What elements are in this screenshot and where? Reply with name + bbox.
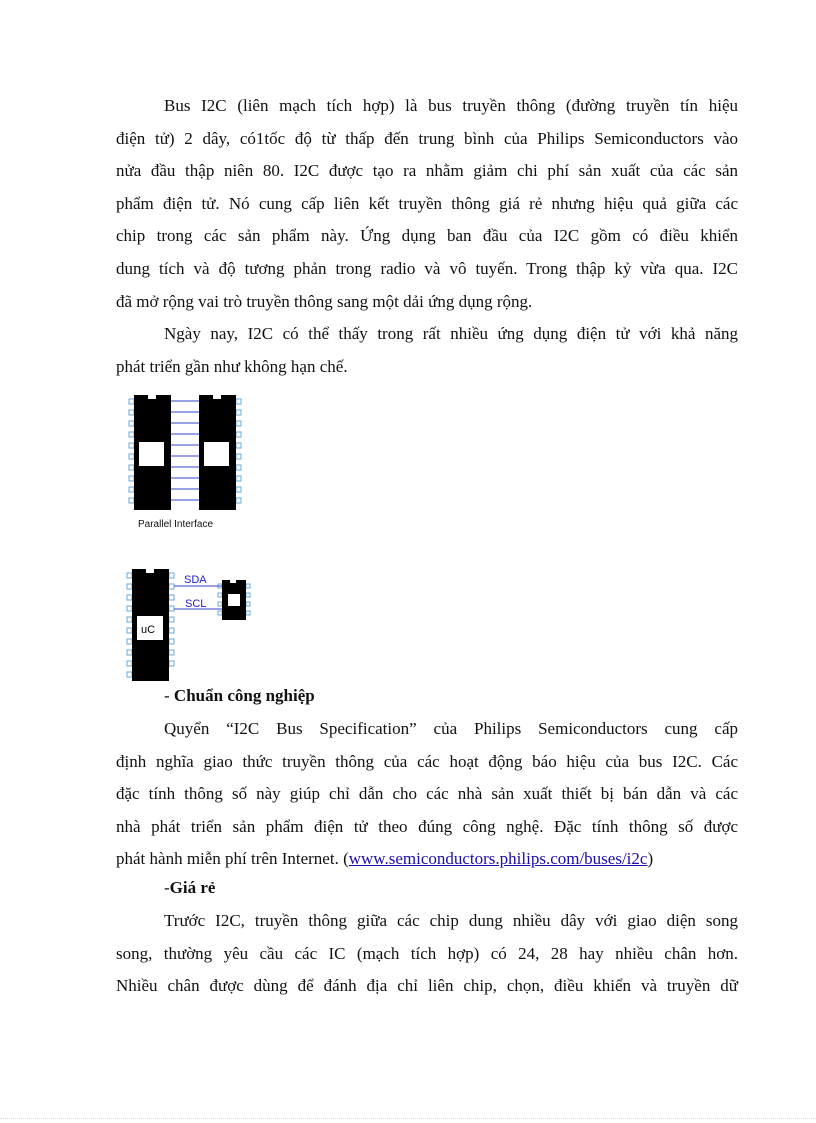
cheap-paragraph (116, 905, 738, 1003)
text-line: song, thường yêu cầu các IC (mạch tích hợp) có 24, 28 hay nhiều chân hơn. (116, 943, 738, 963)
text-line: nửa đầu thập niên 80. I2C được tạo ra nhằm giảm chi phí sản xuất của các sản (116, 161, 738, 181)
figure-caption: Parallel Interface (138, 519, 214, 530)
text-line: đã mở rộng vai trò truyền thông sang một dải ứng dụng rộng. (116, 291, 533, 311)
heading-prefix: - (164, 878, 170, 897)
text-line: chip trong các sản phẩm này. Ứng dụng ban đầu của I2C gồm có điều khiển (116, 226, 738, 246)
second-paragraph (116, 318, 738, 383)
sda-label: SDA (184, 574, 207, 586)
text-line: đặc tính thông số này giúp chỉ dẫn cho các nhà sản xuất thiết bị bán dẫn và các (116, 784, 738, 804)
text-line: nhà phát triển sản phẩm điện tử theo đúng công nghệ. Đặc tính thông số được (116, 816, 738, 836)
standard-paragraph (116, 713, 738, 876)
text-line: Nhiều chân được dùng để đánh địa chỉ liên chip, chọn, điều khiển và truyền dữ (116, 976, 738, 996)
heading-text: Giá rẻ (169, 878, 216, 897)
scl-label: SCL (185, 598, 207, 610)
section-heading-cheap (164, 878, 215, 898)
text-line: Bus I2C (liên mạch tích hợp) là bus truyền thông (đường truyền tín hiệu (164, 96, 738, 115)
text-line: điện tử) 2 dây, có1tốc độ từ thấp đến trung bình của Philips Semiconductors vào (116, 128, 738, 148)
parallel-interface-figure (124, 392, 254, 539)
text-fragment: ) (647, 849, 654, 869)
text-line (116, 843, 738, 876)
text-line: định nghĩa giao thức truyền thông của các hoạt động báo hiệu của bus I2C. Các (116, 751, 738, 771)
text-line: phẩm điện tử. Nó cung cấp liên kết truyền thông giá rẻ nhưng hiệu quả giữa các (116, 193, 738, 213)
microcontroller-label: uC (141, 624, 156, 636)
heading-text: Chuẩn công nghiệp (173, 686, 315, 705)
text-line: Quyển “I2C Bus Specification” của Philips Semiconductors cung cấp (164, 719, 738, 738)
parallel-interface-diagram (124, 392, 254, 534)
text-line: Ngày nay, I2C có thể thấy trong rất nhiều ứng dụng điện tử với khả năng (164, 324, 738, 343)
page-bottom-rule (0, 1118, 816, 1120)
i2c-bus-figure (124, 566, 254, 691)
heading-prefix: - (164, 686, 174, 705)
text-line: phát triển gần như không hạn chế. (116, 356, 348, 376)
text-line: Trước I2C, truyền thông giữa các chip dung nhiều dây với giao diện song (164, 911, 738, 930)
text-fragment: phát hành miễn phí trên Internet. ( (116, 849, 349, 869)
i2c-bus-diagram (124, 566, 254, 686)
section-heading-standard (164, 686, 315, 706)
text-line: dung tích và độ tương phản trong radio và vô tuyến. Trong thập kỷ vừa qua. I2C (116, 258, 738, 278)
intro-paragraph (116, 90, 738, 318)
spec-link[interactable]: www.semiconductors.philips.com/buses/i2c (348, 849, 648, 869)
